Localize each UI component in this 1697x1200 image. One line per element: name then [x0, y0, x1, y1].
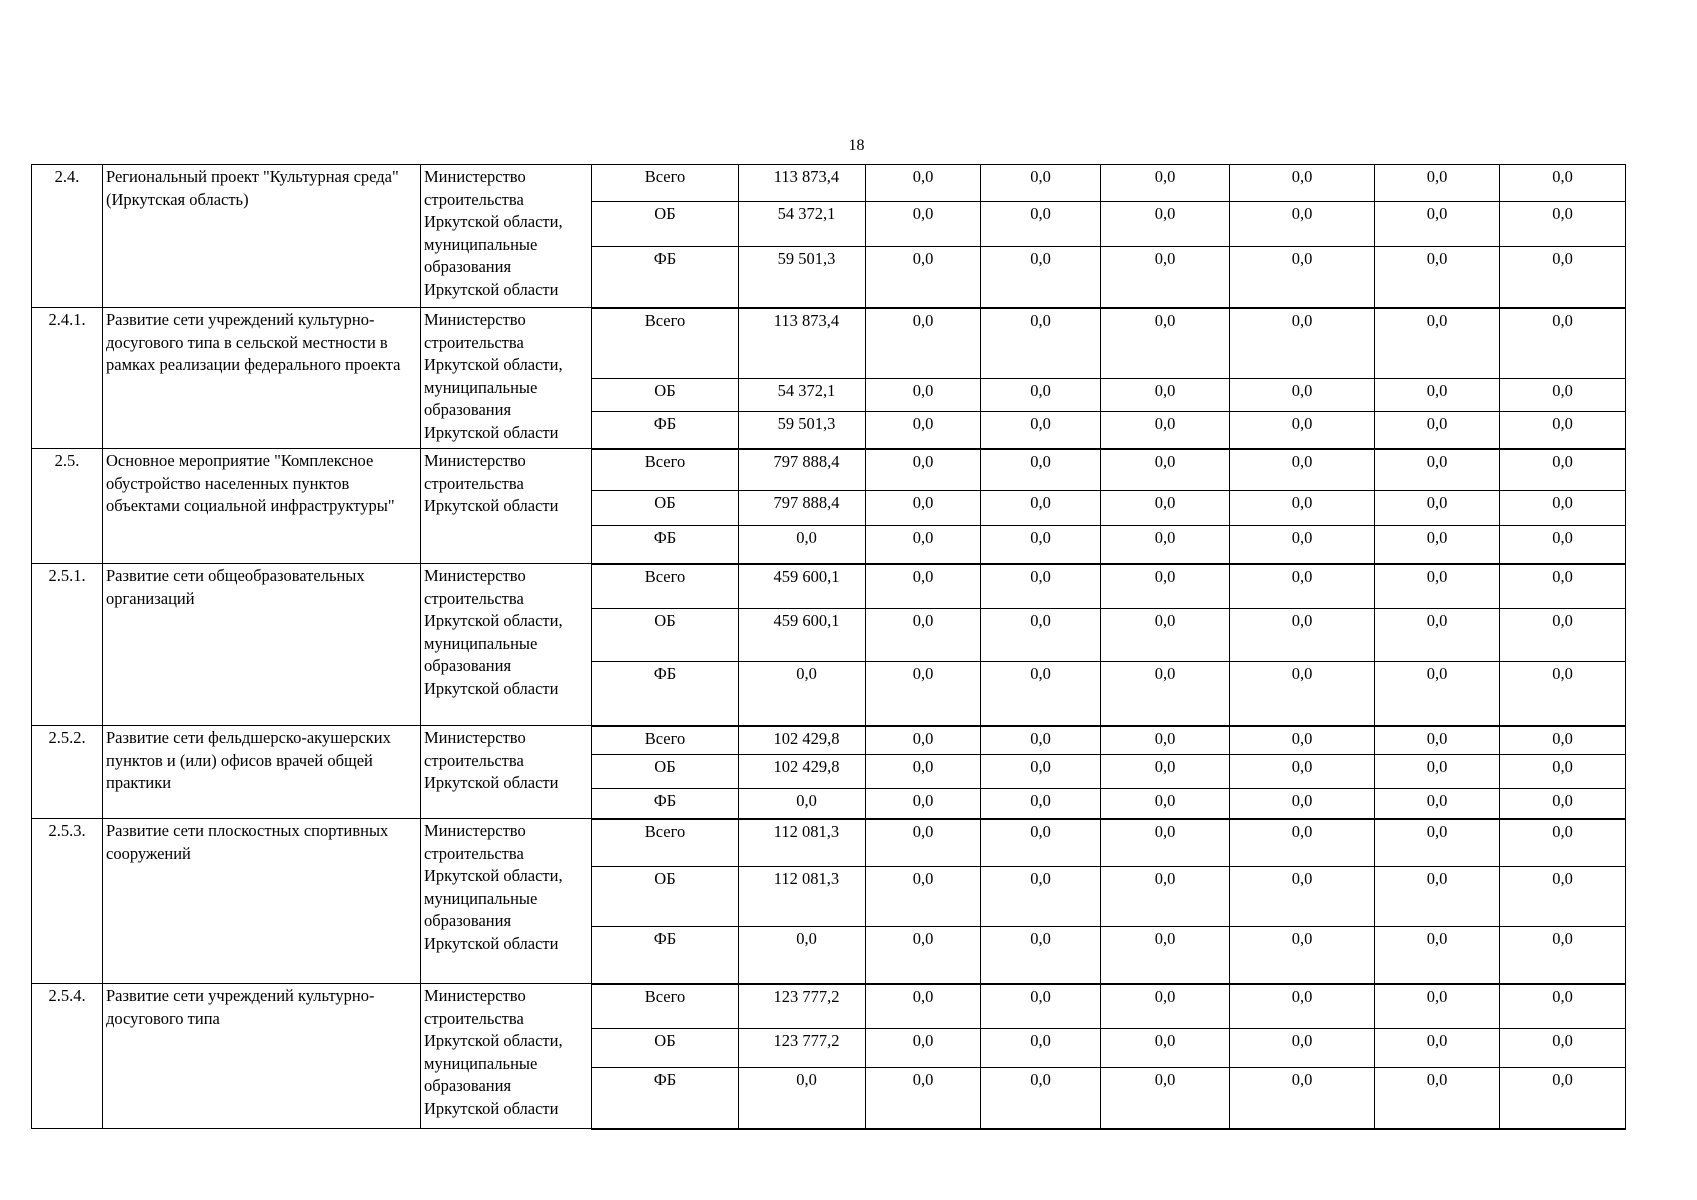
amount-cell: 0,0 [739, 662, 866, 726]
item-number: 2.5. [32, 449, 103, 564]
amount-cell: 123 777,2 [739, 1029, 866, 1068]
table-body [32, 165, 1626, 1129]
amount-cell: 0,0 [866, 927, 981, 984]
amount-cell: 0,0 [1375, 662, 1500, 726]
funding-source: ОБ [592, 379, 739, 412]
amount-cell: 0,0 [981, 1068, 1101, 1129]
amount-cell: 0,0 [1230, 755, 1375, 789]
amount-cell: 0,0 [866, 867, 981, 927]
budget-table [31, 164, 1626, 1130]
amount-cell: 0,0 [1101, 491, 1230, 526]
amount-cell: 0,0 [981, 202, 1101, 247]
amount-cell: 0,0 [1375, 449, 1500, 491]
amount-cell: 0,0 [866, 662, 981, 726]
amount-cell: 0,0 [1375, 165, 1500, 202]
amount-cell: 0,0 [1375, 609, 1500, 662]
amount-cell: 0,0 [866, 412, 981, 449]
table-row [32, 819, 1626, 867]
amount-cell: 0,0 [1500, 662, 1626, 726]
amount-cell: 0,0 [1230, 165, 1375, 202]
amount-cell: 0,0 [981, 789, 1101, 819]
funding-source: Всего [592, 308, 739, 379]
amount-cell: 0,0 [1375, 867, 1500, 927]
amount-cell: 0,0 [1500, 867, 1626, 927]
amount-cell: 0,0 [1375, 819, 1500, 867]
amount-cell: 0,0 [1230, 564, 1375, 609]
amount-cell: 0,0 [1500, 412, 1626, 449]
item-number: 2.5.1. [32, 564, 103, 726]
amount-cell: 0,0 [1101, 819, 1230, 867]
funding-source: ОБ [592, 755, 739, 789]
amount-cell: 0,0 [866, 1029, 981, 1068]
amount-cell: 112 081,3 [739, 819, 866, 867]
item-number: 2.5.2. [32, 726, 103, 819]
amount-cell: 102 429,8 [739, 726, 866, 755]
funding-source: ОБ [592, 491, 739, 526]
activity-name: Развитие сети общеобразовательных организаций [103, 564, 421, 726]
amount-cell: 0,0 [1101, 449, 1230, 491]
amount-cell: 0,0 [1500, 526, 1626, 564]
amount-cell: 0,0 [1500, 247, 1626, 308]
activity-name: Развитие сети учреждений культурно-досугового типа [103, 984, 421, 1129]
amount-cell: 0,0 [1375, 308, 1500, 379]
amount-cell: 797 888,4 [739, 449, 866, 491]
amount-cell: 0,0 [866, 1068, 981, 1129]
table-row [32, 308, 1626, 379]
amount-cell: 0,0 [866, 308, 981, 379]
funding-source: ФБ [592, 927, 739, 984]
activity-name: Основное мероприятие "Комплексное обустройство населенных пунктов объектами социальной инфраструктуры" [103, 449, 421, 564]
amount-cell: 0,0 [1101, 202, 1230, 247]
amount-cell: 0,0 [1101, 984, 1230, 1029]
amount-cell: 0,0 [1375, 1068, 1500, 1129]
amount-cell: 0,0 [1101, 662, 1230, 726]
amount-cell: 0,0 [1101, 247, 1230, 308]
funding-source: Всего [592, 449, 739, 491]
amount-cell: 0,0 [981, 662, 1101, 726]
page-number: 18 [848, 137, 865, 154]
amount-cell: 0,0 [1375, 202, 1500, 247]
amount-cell: 0,0 [981, 984, 1101, 1029]
table-row [32, 449, 1626, 491]
amount-cell: 0,0 [1230, 491, 1375, 526]
amount-cell: 0,0 [1500, 1029, 1626, 1068]
funding-source: ОБ [592, 867, 739, 927]
amount-cell: 0,0 [866, 789, 981, 819]
amount-cell: 0,0 [1375, 564, 1500, 609]
amount-cell: 0,0 [1101, 379, 1230, 412]
amount-cell: 0,0 [981, 526, 1101, 564]
amount-cell: 459 600,1 [739, 609, 866, 662]
amount-cell: 0,0 [1101, 927, 1230, 984]
funding-source: Всего [592, 984, 739, 1029]
table-row [32, 984, 1626, 1029]
amount-cell: 0,0 [739, 927, 866, 984]
amount-cell: 54 372,1 [739, 379, 866, 412]
amount-cell: 0,0 [1230, 867, 1375, 927]
funding-source: Всего [592, 819, 739, 867]
funding-source: ФБ [592, 789, 739, 819]
item-number: 2.5.3. [32, 819, 103, 984]
amount-cell: 0,0 [981, 819, 1101, 867]
funding-source: ОБ [592, 1029, 739, 1068]
table-row [32, 726, 1626, 755]
amount-cell: 0,0 [1500, 984, 1626, 1029]
amount-cell: 0,0 [1230, 202, 1375, 247]
funding-source: ФБ [592, 247, 739, 308]
funding-source: ОБ [592, 609, 739, 662]
amount-cell: 0,0 [1230, 449, 1375, 491]
amount-cell: 0,0 [981, 609, 1101, 662]
amount-cell: 0,0 [1230, 526, 1375, 564]
amount-cell: 0,0 [1375, 526, 1500, 564]
amount-cell: 0,0 [1375, 412, 1500, 449]
amount-cell: 0,0 [1500, 609, 1626, 662]
amount-cell: 0,0 [1101, 1068, 1230, 1129]
amount-cell: 0,0 [1230, 789, 1375, 819]
amount-cell: 0,0 [1230, 927, 1375, 984]
amount-cell: 0,0 [1101, 726, 1230, 755]
amount-cell: 0,0 [981, 1029, 1101, 1068]
amount-cell: 0,0 [1500, 202, 1626, 247]
item-number: 2.4.1. [32, 308, 103, 449]
amount-cell: 113 873,4 [739, 165, 866, 202]
executor: Министерство строительства Иркутской области, муниципальные образования Иркутской области [421, 165, 592, 308]
amount-cell: 59 501,3 [739, 247, 866, 308]
activity-name: Развитие сети учреждений культурно-досугового типа в сельской местности в рамках реализации федерального проекта [103, 308, 421, 449]
amount-cell: 0,0 [981, 564, 1101, 609]
amount-cell: 0,0 [1500, 927, 1626, 984]
amount-cell: 0,0 [739, 1068, 866, 1129]
amount-cell: 0,0 [866, 984, 981, 1029]
amount-cell: 0,0 [866, 755, 981, 789]
amount-cell: 113 873,4 [739, 308, 866, 379]
amount-cell: 0,0 [1230, 662, 1375, 726]
executor: Министерство строительства Иркутской области [421, 449, 592, 564]
amount-cell: 0,0 [1230, 247, 1375, 308]
amount-cell: 112 081,3 [739, 867, 866, 927]
amount-cell: 0,0 [866, 564, 981, 609]
amount-cell: 0,0 [1500, 819, 1626, 867]
amount-cell: 0,0 [1375, 984, 1500, 1029]
amount-cell: 0,0 [866, 379, 981, 412]
amount-cell: 0,0 [1101, 789, 1230, 819]
amount-cell: 459 600,1 [739, 564, 866, 609]
amount-cell: 0,0 [981, 755, 1101, 789]
amount-cell: 0,0 [1101, 609, 1230, 662]
amount-cell: 0,0 [1101, 412, 1230, 449]
executor: Министерство строительства Иркутской области, муниципальные образования Иркутской области [421, 308, 592, 449]
amount-cell: 0,0 [1375, 1029, 1500, 1068]
amount-cell: 0,0 [866, 491, 981, 526]
amount-cell: 0,0 [1230, 308, 1375, 379]
amount-cell: 0,0 [1230, 1068, 1375, 1129]
amount-cell: 0,0 [866, 726, 981, 755]
amount-cell: 0,0 [1375, 927, 1500, 984]
amount-cell: 0,0 [1230, 379, 1375, 412]
amount-cell: 0,0 [1230, 984, 1375, 1029]
amount-cell: 0,0 [1500, 165, 1626, 202]
amount-cell: 0,0 [981, 867, 1101, 927]
amount-cell: 0,0 [1375, 789, 1500, 819]
activity-name: Развитие сети плоскостных спортивных сооружений [103, 819, 421, 984]
amount-cell: 0,0 [1230, 1029, 1375, 1068]
amount-cell: 0,0 [1230, 412, 1375, 449]
amount-cell: 102 429,8 [739, 755, 866, 789]
amount-cell: 0,0 [1500, 789, 1626, 819]
amount-cell: 0,0 [1500, 449, 1626, 491]
executor: Министерство строительства Иркутской области [421, 726, 592, 819]
funding-source: ФБ [592, 662, 739, 726]
funding-source: Всего [592, 564, 739, 609]
amount-cell: 0,0 [1101, 1029, 1230, 1068]
executor: Министерство строительства Иркутской области, муниципальные образования Иркутской области [421, 564, 592, 726]
amount-cell: 0,0 [866, 165, 981, 202]
activity-name: Развитие сети фельдшерско-акушерских пунктов и (или) офисов врачей общей практики [103, 726, 421, 819]
amount-cell: 0,0 [1375, 379, 1500, 412]
funding-source: ФБ [592, 526, 739, 564]
table-row [32, 564, 1626, 609]
amount-cell: 0,0 [866, 526, 981, 564]
amount-cell: 0,0 [1101, 867, 1230, 927]
amount-cell: 0,0 [739, 789, 866, 819]
amount-cell: 0,0 [981, 308, 1101, 379]
amount-cell: 0,0 [981, 726, 1101, 755]
amount-cell: 0,0 [1375, 726, 1500, 755]
funding-source: Всего [592, 165, 739, 202]
amount-cell: 0,0 [1230, 726, 1375, 755]
amount-cell: 0,0 [981, 379, 1101, 412]
amount-cell: 0,0 [981, 165, 1101, 202]
amount-cell: 0,0 [866, 449, 981, 491]
item-number: 2.5.4. [32, 984, 103, 1129]
amount-cell: 0,0 [981, 927, 1101, 984]
amount-cell: 797 888,4 [739, 491, 866, 526]
amount-cell: 0,0 [981, 449, 1101, 491]
amount-cell: 0,0 [1500, 308, 1626, 379]
funding-source: ФБ [592, 1068, 739, 1129]
executor: Министерство строительства Иркутской области, муниципальные образования Иркутской области [421, 984, 592, 1129]
table-row [32, 165, 1626, 202]
funding-source: ОБ [592, 202, 739, 247]
amount-cell: 59 501,3 [739, 412, 866, 449]
amount-cell: 0,0 [1500, 1068, 1626, 1129]
amount-cell: 0,0 [1500, 491, 1626, 526]
amount-cell: 0,0 [1101, 526, 1230, 564]
amount-cell: 0,0 [866, 202, 981, 247]
amount-cell: 0,0 [1101, 308, 1230, 379]
amount-cell: 0,0 [1375, 247, 1500, 308]
amount-cell: 0,0 [1101, 564, 1230, 609]
amount-cell: 0,0 [1375, 755, 1500, 789]
item-number: 2.4. [32, 165, 103, 308]
activity-name: Региональный проект "Культурная среда" (Иркутская область) [103, 165, 421, 308]
amount-cell: 0,0 [981, 491, 1101, 526]
amount-cell: 0,0 [1101, 165, 1230, 202]
amount-cell: 0,0 [866, 609, 981, 662]
executor: Министерство строительства Иркутской области, муниципальные образования Иркутской области [421, 819, 592, 984]
amount-cell: 0,0 [739, 526, 866, 564]
amount-cell: 0,0 [1500, 379, 1626, 412]
amount-cell: 0,0 [866, 247, 981, 308]
amount-cell: 123 777,2 [739, 984, 866, 1029]
amount-cell: 0,0 [1500, 726, 1626, 755]
amount-cell: 0,0 [1500, 755, 1626, 789]
amount-cell: 0,0 [866, 819, 981, 867]
amount-cell: 0,0 [1375, 491, 1500, 526]
amount-cell: 0,0 [1101, 755, 1230, 789]
amount-cell: 0,0 [981, 412, 1101, 449]
funding-source: ФБ [592, 412, 739, 449]
amount-cell: 0,0 [1500, 564, 1626, 609]
amount-cell: 0,0 [1230, 819, 1375, 867]
amount-cell: 54 372,1 [739, 202, 866, 247]
funding-source: Всего [592, 726, 739, 755]
amount-cell: 0,0 [1230, 609, 1375, 662]
amount-cell: 0,0 [981, 247, 1101, 308]
